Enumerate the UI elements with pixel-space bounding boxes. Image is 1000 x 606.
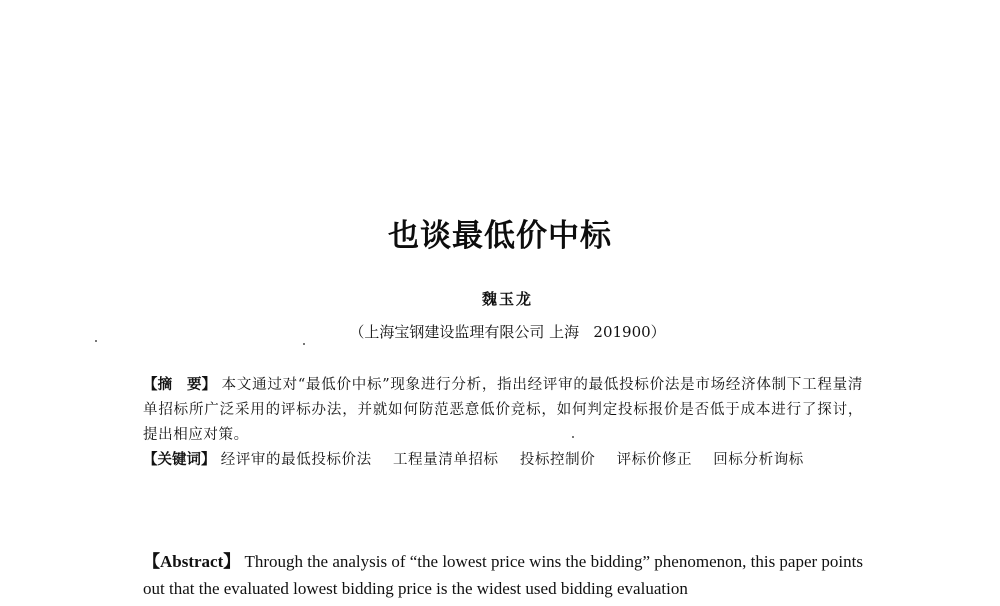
keyword-item: 回标分析询标 [713, 452, 804, 468]
abstract-text-en: Through the analysis of “the lowest price wins the bidding” phenomenon, this paper points out that the evaluated lowest bidding price is the widest used bidding evaluation [143, 552, 863, 598]
scan-speck [95, 340, 97, 342]
chinese-abstract [143, 373, 863, 448]
author-affiliation: （上海宝钢建设监理有限公司 上海 201900） [349, 323, 666, 341]
keywords-label-cn: 【关键词】 [143, 452, 216, 468]
keyword-item: 经评审的最低投标价法 [220, 452, 372, 468]
keyword-item: 评标价修正 [616, 452, 693, 468]
keyword-item: 投标控制价 [519, 452, 596, 468]
english-abstract-section [143, 548, 863, 602]
scan-speck [303, 343, 305, 345]
abstract-label-en: 【Abstract】 [143, 552, 241, 571]
chinese-keywords [143, 448, 863, 473]
author-name: 魏玉龙 [481, 290, 533, 308]
keyword-item: 工程量清单招标 [392, 452, 499, 468]
english-abstract [143, 548, 863, 602]
chinese-abstract-section [143, 373, 863, 473]
paper-title: 也谈最低价中标 [388, 218, 612, 254]
scan-speck [572, 436, 574, 438]
abstract-text-cn: 本文通过对“最低价中标”现象进行分析，指出经评审的最低投标价法是市场经济体制下工程量清单招标所广泛采用的评标办法，并就如何防范恶意低价竞标，如何判定投标报价是否低于成本进行了探讨，提出相应对策。 [143, 377, 863, 443]
abstract-label-cn: 【摘 要】 [143, 377, 217, 393]
